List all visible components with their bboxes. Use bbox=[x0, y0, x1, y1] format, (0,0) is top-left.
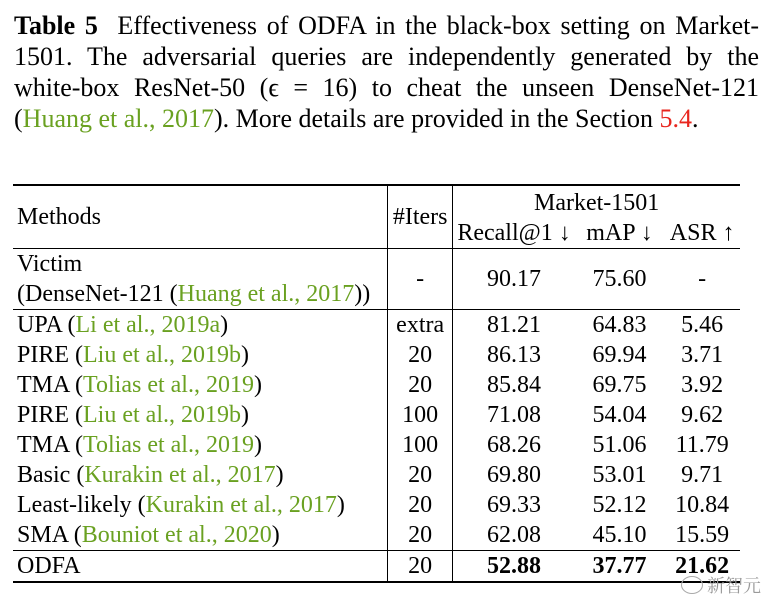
victim-label: Victim bbox=[17, 251, 83, 277]
map-cell: 52.12 bbox=[592, 491, 647, 518]
victim-citation-sep: , bbox=[294, 281, 307, 307]
header-map: mAP ↓ bbox=[575, 218, 665, 249]
map-cell: 51.06 bbox=[592, 431, 647, 458]
recall-cell: 81.21 bbox=[487, 311, 542, 338]
method-citation[interactable]: Kurakin et al., 2017 bbox=[145, 491, 337, 518]
odfa-method: ODFA bbox=[13, 551, 388, 583]
method-citation-author[interactable]: Tolias et al. bbox=[83, 431, 194, 458]
table-row bbox=[13, 520, 740, 551]
iters-cell: 100 bbox=[388, 430, 453, 460]
recall-cell: 69.80 bbox=[487, 461, 542, 488]
method-citation[interactable]: Tolias et al., 2019 bbox=[83, 371, 254, 398]
method-citation[interactable]: Li et al., 2019a bbox=[75, 311, 221, 338]
map-cell: 45.10 bbox=[592, 521, 647, 548]
method-name: SMA bbox=[17, 521, 68, 548]
victim-recall: 90.17 bbox=[453, 249, 575, 310]
method-citation[interactable]: Liu et al., 2019b bbox=[83, 341, 241, 368]
table-row bbox=[13, 370, 740, 400]
map-cell: 53.01 bbox=[592, 461, 647, 488]
method-name: PIRE bbox=[17, 401, 70, 428]
method-name: Basic bbox=[17, 461, 71, 488]
odfa-recall: 52.88 bbox=[453, 551, 575, 583]
iters-cell: extra bbox=[388, 310, 453, 341]
table-row bbox=[13, 490, 740, 520]
asr-cell: 3.92 bbox=[681, 371, 724, 398]
method-name: TMA bbox=[17, 371, 70, 398]
caption-text-1: Effectiveness of ODFA in the black-box setting on Market-1501. The adversarial queries are independently generated by the white-box ResNet-50 (ϵ = 16) to cheat the unseen DenseNet-121 ( bbox=[14, 11, 759, 133]
table-row bbox=[13, 460, 740, 490]
table-row-victim bbox=[13, 249, 740, 310]
iters-cell: 20 bbox=[388, 340, 453, 370]
table-caption bbox=[14, 10, 759, 134]
header-iters: #Iters bbox=[388, 185, 453, 249]
recall-cell: 62.08 bbox=[487, 521, 542, 548]
iters-cell: 100 bbox=[388, 400, 453, 430]
caption-citation-year[interactable]: 2017 bbox=[162, 104, 215, 133]
caption-citation-sep: , bbox=[149, 104, 163, 133]
asr-cell: 5.46 bbox=[681, 311, 724, 338]
method-citation-year[interactable]: 2019b bbox=[180, 401, 241, 428]
table-row bbox=[13, 310, 740, 341]
victim-model-close: )) bbox=[354, 281, 371, 307]
watermark bbox=[681, 572, 761, 598]
victim-iters: - bbox=[388, 249, 453, 310]
section-ref-link[interactable]: 5.4 bbox=[659, 104, 692, 133]
method-citation-year[interactable]: 2019 bbox=[205, 371, 254, 398]
results-table bbox=[13, 184, 740, 583]
method-cell: Least-likely (Kurakin et al., 2017) bbox=[13, 490, 388, 520]
recall-cell: 69.33 bbox=[487, 491, 542, 518]
method-citation-year[interactable]: 2020 bbox=[223, 521, 272, 548]
iters-cell: 20 bbox=[388, 520, 453, 551]
method-cell: SMA (Bouniot et al., 2020) bbox=[13, 520, 388, 551]
method-citation-author[interactable]: Liu et al. bbox=[83, 401, 169, 428]
watermark-text: 新智元 bbox=[707, 576, 761, 597]
table-row bbox=[13, 340, 740, 370]
asr-cell: 10.84 bbox=[675, 491, 730, 518]
odfa-map: 37.77 bbox=[575, 551, 665, 583]
method-citation-author[interactable]: Kurakin et al. bbox=[84, 461, 216, 488]
method-citation-author[interactable]: Liu et al. bbox=[83, 341, 169, 368]
method-citation-author[interactable]: Bouniot et al. bbox=[81, 521, 212, 548]
caption-label: Table 5 bbox=[14, 11, 98, 40]
wechat-icon bbox=[681, 576, 703, 594]
recall-cell: 71.08 bbox=[487, 401, 542, 428]
caption-citation[interactable] bbox=[23, 104, 214, 133]
method-citation[interactable]: Tolias et al., 2019 bbox=[83, 431, 254, 458]
method-cell: Basic (Kurakin et al., 2017) bbox=[13, 460, 388, 490]
asr-cell: 9.62 bbox=[681, 401, 724, 428]
method-cell: TMA (Tolias et al., 2019) bbox=[13, 370, 388, 400]
iters-cell: 20 bbox=[388, 370, 453, 400]
method-citation[interactable]: Kurakin et al., 2017 bbox=[84, 461, 276, 488]
iters-cell: 20 bbox=[388, 460, 453, 490]
iters-cell: 20 bbox=[388, 490, 453, 520]
asr-cell: 3.71 bbox=[681, 341, 724, 368]
odfa-asr: 21.62 bbox=[664, 551, 740, 583]
map-cell: 54.04 bbox=[592, 401, 647, 428]
victim-model bbox=[17, 279, 383, 309]
map-cell: 69.94 bbox=[592, 341, 647, 368]
caption-text-3: . bbox=[692, 104, 699, 133]
caption-text-2: ). More details are provided in the Section bbox=[214, 104, 660, 133]
method-citation-year[interactable]: 2019b bbox=[180, 341, 241, 368]
table-row bbox=[13, 430, 740, 460]
method-citation-year[interactable]: 2019a bbox=[161, 311, 221, 338]
method-citation-author[interactable]: Li et al. bbox=[75, 311, 150, 338]
header-dataset: Market-1501 bbox=[453, 185, 740, 218]
victim-method bbox=[13, 249, 388, 310]
header-methods: Methods bbox=[13, 185, 388, 249]
asr-cell: 9.71 bbox=[681, 461, 724, 488]
asr-cell: 15.59 bbox=[675, 521, 730, 548]
caption-citation-author[interactable]: Huang et al. bbox=[22, 104, 150, 133]
header-asr: ASR ↑ bbox=[664, 218, 740, 249]
method-citation-year[interactable]: 2017 bbox=[288, 491, 337, 518]
recall-cell: 68.26 bbox=[487, 431, 542, 458]
method-name: UPA bbox=[17, 311, 62, 338]
method-citation-year[interactable]: 2017 bbox=[227, 461, 276, 488]
method-citation[interactable]: Liu et al., 2019b bbox=[83, 401, 241, 428]
map-cell: 69.75 bbox=[592, 371, 647, 398]
map-cell: 64.83 bbox=[592, 311, 647, 338]
victim-citation-author[interactable]: Huang et al. bbox=[177, 281, 295, 307]
odfa-iters: 20 bbox=[388, 551, 453, 583]
victim-citation[interactable] bbox=[178, 281, 355, 307]
method-cell: PIRE (Liu et al., 2019b) bbox=[13, 400, 388, 430]
method-citation-year[interactable]: 2019 bbox=[205, 431, 254, 458]
method-name: TMA bbox=[17, 431, 70, 458]
recall-cell: 86.13 bbox=[487, 341, 542, 368]
method-name: Least-likely bbox=[17, 491, 132, 518]
method-citation-author[interactable]: Tolias et al. bbox=[83, 371, 194, 398]
method-citation[interactable]: Bouniot et al., 2020 bbox=[81, 521, 272, 548]
victim-asr: - bbox=[664, 249, 740, 310]
method-cell: TMA (Tolias et al., 2019) bbox=[13, 430, 388, 460]
method-name: PIRE bbox=[17, 341, 70, 368]
header-recall: Recall@1 ↓ bbox=[453, 218, 575, 249]
asr-cell: 11.79 bbox=[675, 431, 729, 458]
method-cell: UPA (Li et al., 2019a) bbox=[13, 310, 388, 341]
recall-cell: 85.84 bbox=[487, 371, 542, 398]
method-cell: PIRE (Liu et al., 2019b) bbox=[13, 340, 388, 370]
victim-model-text: (DenseNet-121 ( bbox=[17, 281, 178, 307]
table-row bbox=[13, 400, 740, 430]
victim-citation-year[interactable]: 2017 bbox=[306, 281, 355, 307]
method-citation-author[interactable]: Kurakin et al. bbox=[145, 491, 277, 518]
results-rows bbox=[13, 310, 740, 551]
victim-map: 75.60 bbox=[575, 249, 665, 310]
table-row-odfa bbox=[13, 551, 740, 583]
